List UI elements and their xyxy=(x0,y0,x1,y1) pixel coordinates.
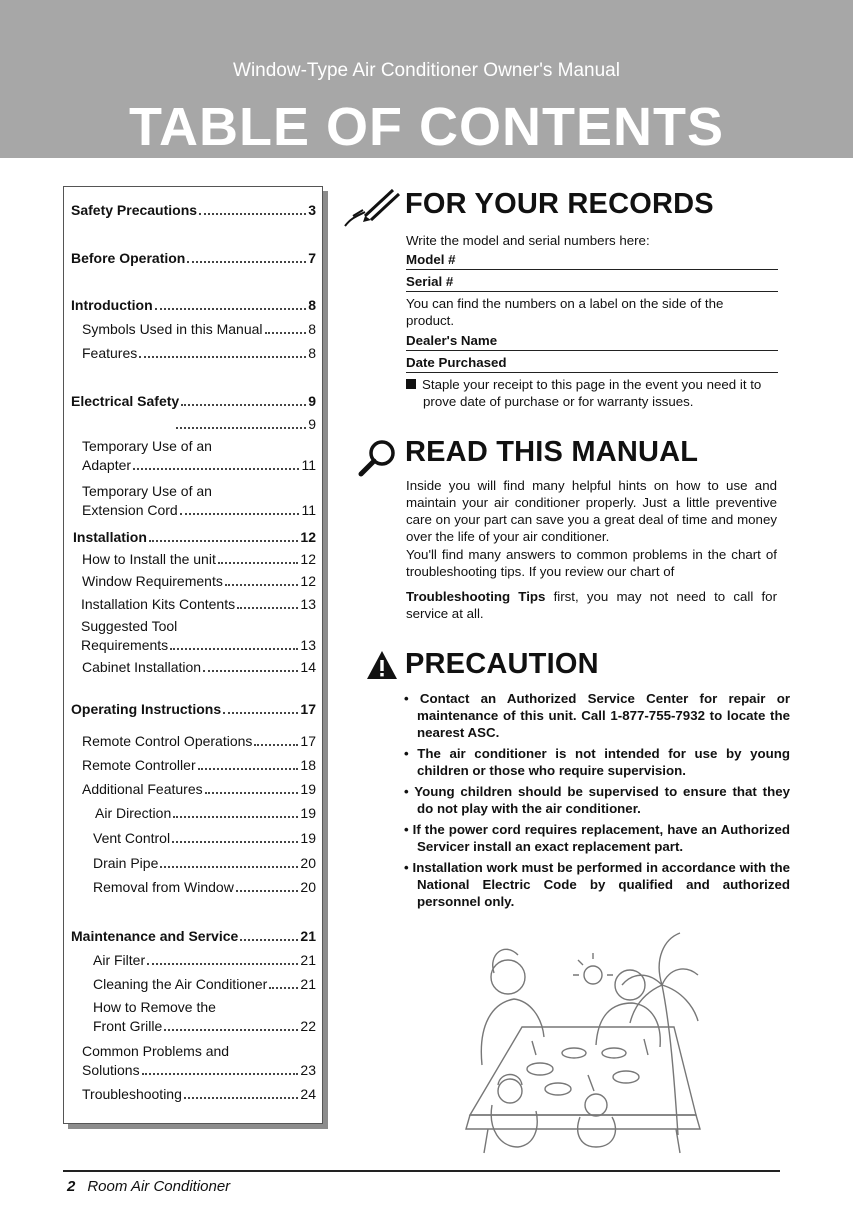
toc-entry[interactable]: Symbols Used in this Manual 8 xyxy=(82,321,316,337)
toc-entry[interactable]: Electrical Safety 9 xyxy=(71,393,316,409)
staple-note: Staple your receipt to this page in the event you need it to prove date of purchase or for warranty issues. xyxy=(406,376,795,410)
precaution-heading: PRECAUTION xyxy=(405,648,599,680)
toc-entry[interactable]: Air Filter 21 xyxy=(93,952,316,968)
toc-entry[interactable]: How to Remove the Front Grille 22 xyxy=(93,999,316,1034)
toc-entry[interactable]: Installation Kits Contents 13 xyxy=(81,596,316,612)
records-find-text: You can find the numbers on a label on the side of the product. xyxy=(406,296,724,328)
toc-entry[interactable]: Vent Control 19 xyxy=(93,830,316,846)
toc-entry[interactable]: Troubleshooting 24 xyxy=(82,1086,316,1102)
precaution-item: • The air conditioner is not intended for use by young children or those who require supervision. xyxy=(404,746,790,778)
toc-entry[interactable]: Temporary Use of an Extension Cord 11 xyxy=(82,483,316,518)
manual-paragraph-1: Inside you will find many helpful hints on how to use and maintain your air conditioner properly. Just a little preventive care on your part can save you a great deal of time and money over the life of your air conditioner. xyxy=(406,478,777,544)
toc-entry[interactable]: Common Problems and Solutions 23 xyxy=(82,1043,316,1078)
magnifier-icon xyxy=(358,438,398,478)
footer-title: Room Air Conditioner xyxy=(87,1178,231,1195)
toc-entry[interactable]: 9 xyxy=(174,415,316,434)
precaution-item: • Contact an Authorized Service Center for repair or maintenance of this unit. Call 1-877-755-7932 to locate the nearest ASC. xyxy=(404,691,790,740)
toc-entry[interactable]: Remote Control Operations 17 xyxy=(82,733,316,749)
pen-icon xyxy=(343,186,403,230)
document-subtitle: Window-Type Air Conditioner Owner's Manual xyxy=(233,60,620,81)
toc-entry[interactable]: Before Operation 7 xyxy=(71,250,316,266)
toc-entry[interactable]: Air Direction 19 xyxy=(95,805,316,821)
toc-entry[interactable]: Installation 12 xyxy=(73,529,316,545)
toc-box xyxy=(63,186,323,1124)
precaution-item: • Installation work must be performed in accordance with the National Electric Code by qualified and authorized personnel only. xyxy=(404,860,790,909)
footer-rule xyxy=(63,1170,780,1172)
square-bullet-icon xyxy=(406,379,416,389)
precaution-item: • Young children should be supervised to ensure that they do not play with the air conditioner. xyxy=(404,784,790,816)
records-intro: Write the model and serial numbers here: xyxy=(406,233,650,248)
page-title: TABLE OF CONTENTS xyxy=(129,97,724,157)
dealer-name-field[interactable]: Dealer's Name xyxy=(406,333,778,351)
toc-entry[interactable]: Drain Pipe 20 xyxy=(93,855,316,871)
page-number: 2 xyxy=(67,1178,76,1195)
toc-entry[interactable]: Cabinet Installation 14 xyxy=(82,659,316,675)
toc-entry[interactable]: Window Requirements 12 xyxy=(82,573,316,589)
toc-entry[interactable]: Operating Instructions 17 xyxy=(71,701,316,717)
manual-paragraph-2: You'll find many answers to common problems in the chart of troubleshooting tips. If you review our chart of xyxy=(406,547,777,579)
precaution-item: • If the power cord requires replacement, have an Authorized Servicer install an exact replacement part. xyxy=(404,822,790,854)
model-field[interactable]: Model # xyxy=(406,252,778,270)
header-band xyxy=(0,0,853,158)
toc-entry[interactable]: Additional Features 19 xyxy=(82,781,316,797)
toc-entry[interactable]: Suggested Tool Requirements 13 xyxy=(81,618,316,653)
toc-entry[interactable]: How to Install the unit 12 xyxy=(82,551,316,567)
serial-field[interactable]: Serial # xyxy=(406,274,778,292)
toc-entry[interactable]: Temporary Use of an Adapter 11 xyxy=(82,438,316,473)
toc-entry[interactable]: Cleaning the Air Conditioner 21 xyxy=(93,976,316,992)
toc-entry[interactable]: Remote Controller 18 xyxy=(82,757,316,773)
toc-entry[interactable]: Removal from Window 20 xyxy=(93,879,316,895)
manual-heading: READ THIS MANUAL xyxy=(405,436,699,468)
date-purchased-field[interactable]: Date Purchased xyxy=(406,355,778,373)
toc-entry[interactable]: Maintenance and Service 21 xyxy=(71,928,316,944)
warning-icon xyxy=(366,650,398,680)
footer xyxy=(67,1178,230,1195)
toc-entry[interactable]: Safety Precautions 3 xyxy=(71,202,316,218)
family-picnic-illustration xyxy=(448,915,708,1155)
records-heading: FOR YOUR RECORDS xyxy=(405,188,714,220)
manual-paragraph-3: Troubleshooting Tips first, you may not need to call for service at all. xyxy=(406,589,777,621)
toc-entry[interactable]: Features 8 xyxy=(82,345,316,361)
toc-entry[interactable]: Introduction 8 xyxy=(71,297,316,313)
